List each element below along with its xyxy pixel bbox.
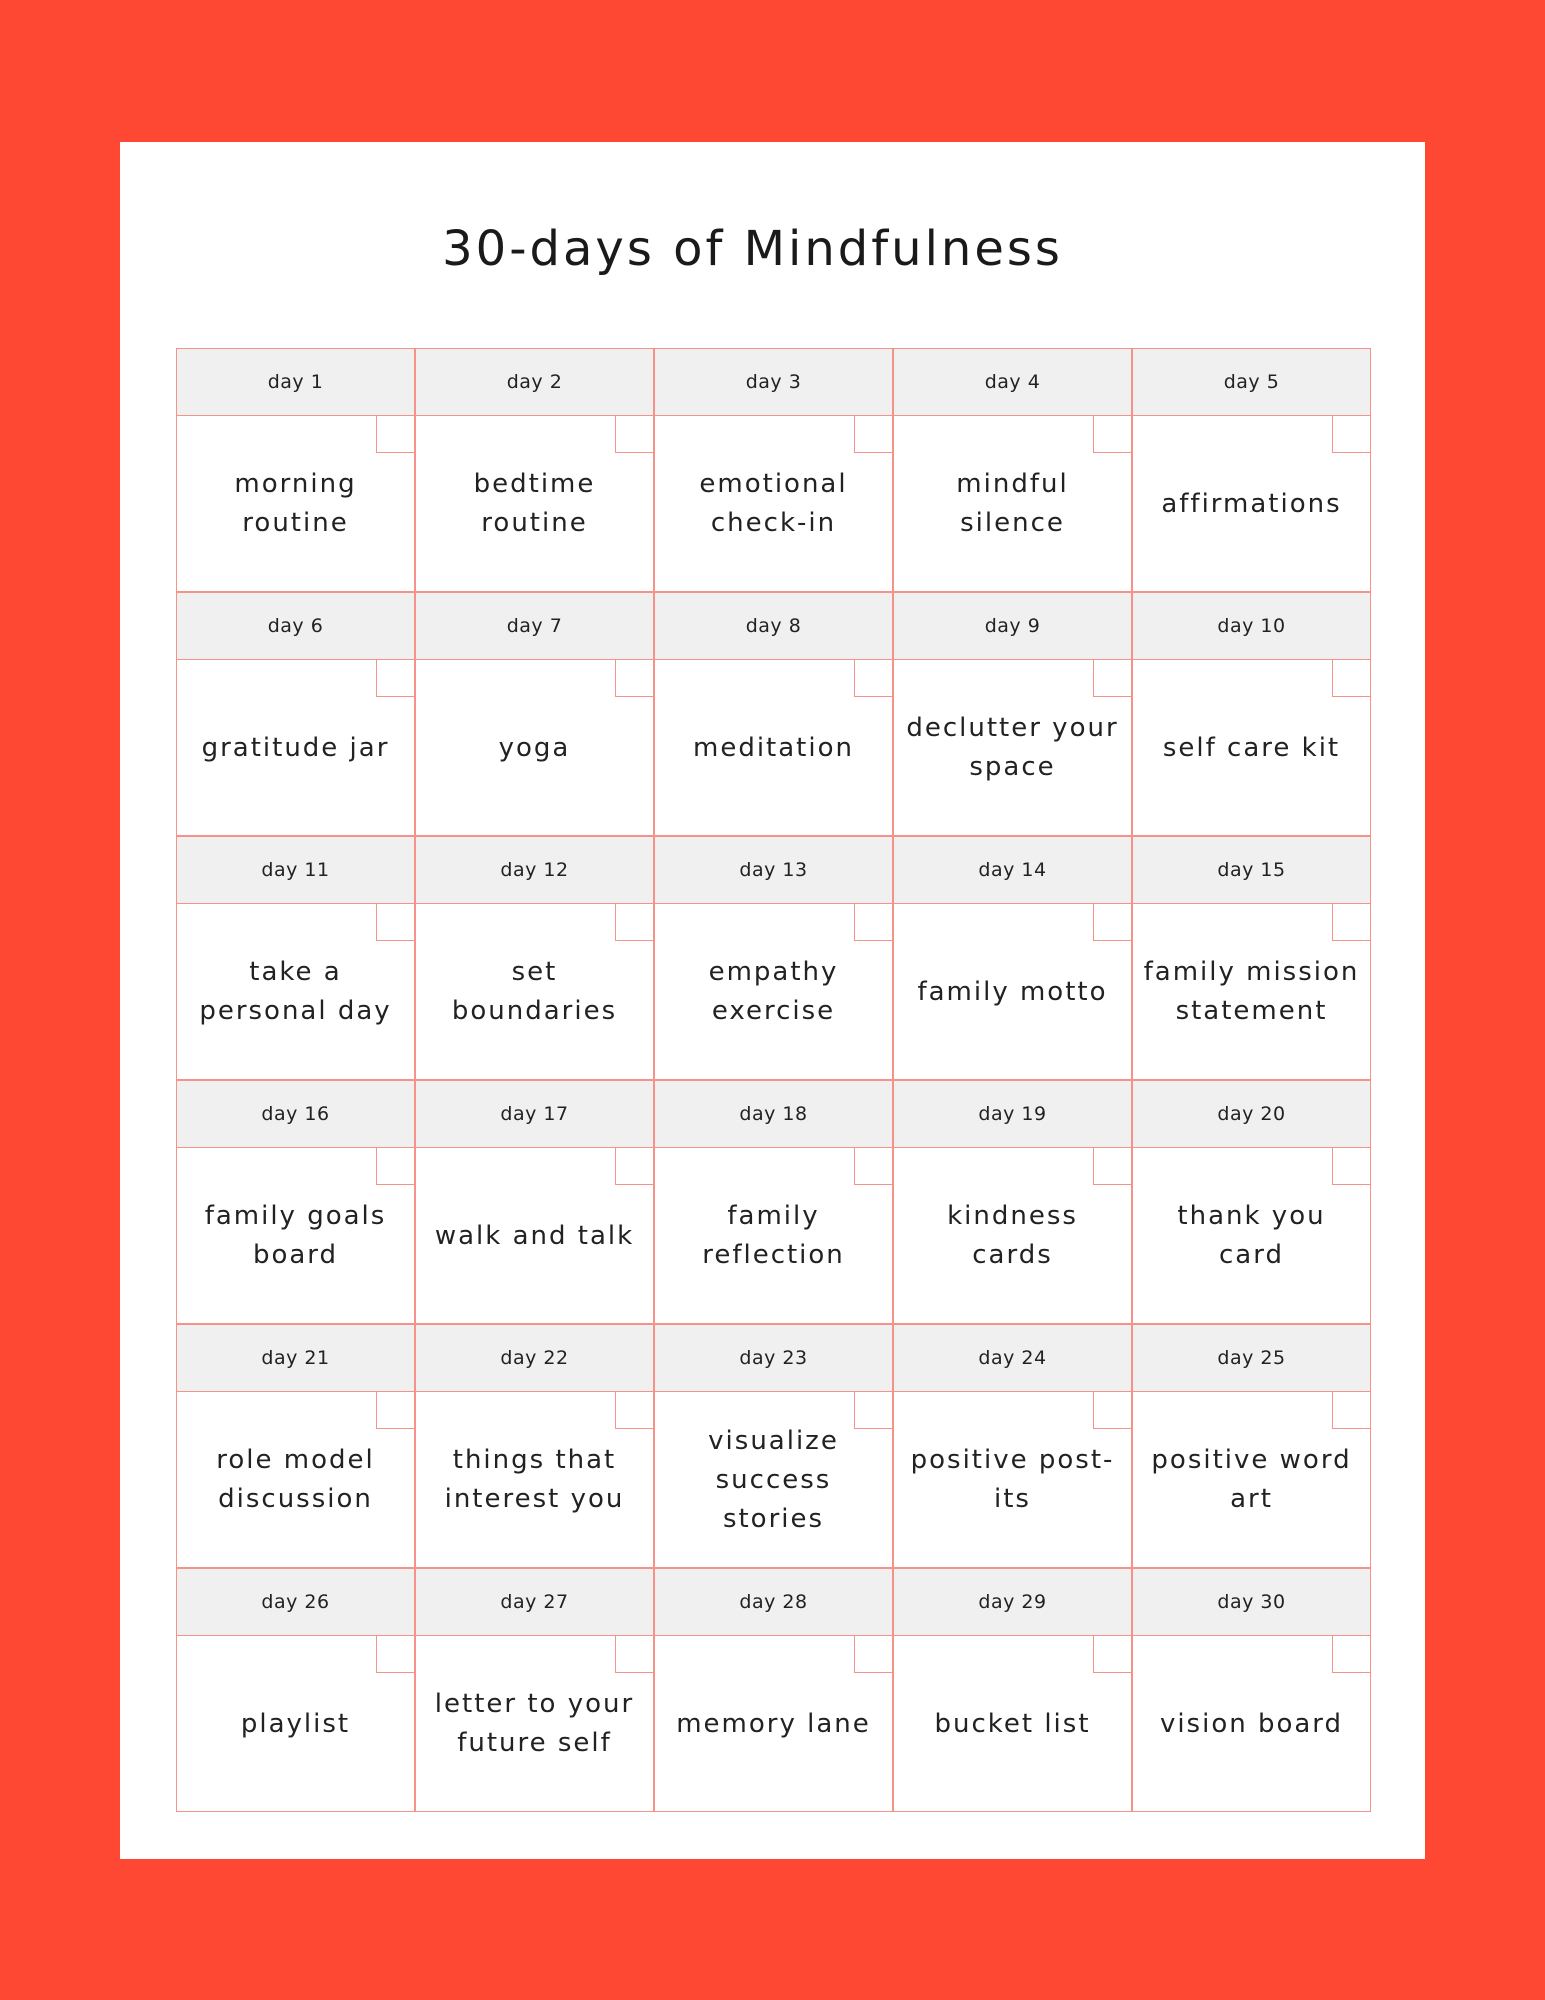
- day-cell: [654, 836, 893, 1080]
- page-title: 30-days of Mindfulness: [442, 221, 1063, 277]
- day-activity: emotional check-in: [699, 469, 848, 538]
- day-cell: [893, 348, 1132, 592]
- day-checkbox[interactable]: [615, 1636, 653, 1673]
- day-cell: [176, 1324, 415, 1568]
- day-activity: bucket list: [934, 1708, 1091, 1739]
- day-checkbox[interactable]: [376, 1392, 414, 1429]
- day-cell: [1132, 348, 1371, 592]
- day-label: day 4: [894, 349, 1131, 416]
- day-cell: [176, 836, 415, 1080]
- day-checkbox[interactable]: [1332, 416, 1370, 453]
- day-activity: take a personal day: [199, 957, 392, 1026]
- day-cell: [893, 1080, 1132, 1324]
- day-checkbox[interactable]: [1332, 660, 1370, 697]
- day-cell: [415, 836, 654, 1080]
- day-label: day 14: [894, 837, 1131, 904]
- day-activity: set boundaries: [451, 957, 618, 1026]
- day-checkbox[interactable]: [376, 1148, 414, 1185]
- grid-row: [176, 1324, 1372, 1568]
- day-checkbox[interactable]: [376, 1636, 414, 1673]
- day-label: day 16: [177, 1081, 414, 1148]
- day-activity: self care kit: [1162, 732, 1341, 763]
- day-activity: walk and talk: [434, 1220, 635, 1251]
- day-cell: [1132, 1568, 1371, 1812]
- day-cell: [1132, 1324, 1371, 1568]
- day-label: day 10: [1133, 593, 1370, 660]
- day-activity: gratitude jar: [201, 732, 390, 763]
- day-checkbox[interactable]: [1093, 416, 1131, 453]
- grid-row: [176, 592, 1372, 836]
- day-checkbox[interactable]: [1093, 904, 1131, 941]
- day-cell: [1132, 1080, 1371, 1324]
- day-activity: family goals board: [204, 1201, 387, 1270]
- day-checkbox[interactable]: [615, 416, 653, 453]
- day-activity: things that interest you: [444, 1445, 625, 1514]
- grid-row: [176, 1080, 1372, 1324]
- day-activity: memory lane: [676, 1708, 871, 1739]
- day-cell: [1132, 592, 1371, 836]
- day-cell: [176, 592, 415, 836]
- day-label: day 18: [655, 1081, 892, 1148]
- day-label: day 1: [177, 349, 414, 416]
- day-checkbox[interactable]: [376, 416, 414, 453]
- day-label: day 30: [1133, 1569, 1370, 1636]
- day-cell: [654, 348, 893, 592]
- day-label: day 22: [416, 1325, 653, 1392]
- day-label: day 3: [655, 349, 892, 416]
- day-checkbox[interactable]: [854, 904, 892, 941]
- day-checkbox[interactable]: [615, 904, 653, 941]
- day-cell: [1132, 836, 1371, 1080]
- day-cell: [176, 348, 415, 592]
- day-cell: [176, 1568, 415, 1812]
- day-label: day 24: [894, 1325, 1131, 1392]
- day-activity: declutter your space: [906, 713, 1119, 782]
- day-label: day 28: [655, 1569, 892, 1636]
- day-activity: positive word art: [1151, 1445, 1352, 1514]
- day-label: day 29: [894, 1569, 1131, 1636]
- day-cell: [654, 592, 893, 836]
- day-checkbox[interactable]: [376, 660, 414, 697]
- day-activity: meditation: [693, 732, 854, 763]
- day-activity: bedtime routine: [473, 469, 596, 538]
- day-label: day 27: [416, 1569, 653, 1636]
- day-checkbox[interactable]: [1332, 1636, 1370, 1673]
- day-label: day 20: [1133, 1081, 1370, 1148]
- day-label: day 6: [177, 593, 414, 660]
- day-cell: [415, 1080, 654, 1324]
- day-checkbox[interactable]: [854, 1636, 892, 1673]
- day-activity: kindness cards: [947, 1201, 1078, 1270]
- grid-row: [176, 1568, 1372, 1812]
- day-label: day 13: [655, 837, 892, 904]
- day-checkbox[interactable]: [1332, 1148, 1370, 1185]
- day-activity: visualize success stories: [708, 1425, 839, 1534]
- day-activity: family motto: [917, 976, 1108, 1007]
- day-cell: [415, 1568, 654, 1812]
- day-cell: [654, 1324, 893, 1568]
- day-activity: playlist: [240, 1708, 351, 1739]
- day-cell: [415, 348, 654, 592]
- grid-row: [176, 348, 1372, 592]
- day-cell: [893, 836, 1132, 1080]
- day-checkbox[interactable]: [854, 416, 892, 453]
- day-activity: family mission statement: [1143, 957, 1360, 1026]
- day-cell: [654, 1080, 893, 1324]
- day-cell: [893, 1324, 1132, 1568]
- day-label: day 8: [655, 593, 892, 660]
- day-cell: [176, 1080, 415, 1324]
- day-label: day 9: [894, 593, 1131, 660]
- day-activity: positive post-its: [910, 1445, 1115, 1514]
- day-cell: [415, 592, 654, 836]
- day-activity: affirmations: [1161, 488, 1342, 519]
- day-label: day 2: [416, 349, 653, 416]
- day-cell: [415, 1324, 654, 1568]
- day-activity: role model discussion: [216, 1445, 375, 1514]
- day-label: day 11: [177, 837, 414, 904]
- day-checkbox[interactable]: [854, 1148, 892, 1185]
- day-checkbox[interactable]: [615, 660, 653, 697]
- day-grid: [176, 348, 1372, 1809]
- day-checkbox[interactable]: [1093, 1636, 1131, 1673]
- day-label: day 12: [416, 837, 653, 904]
- day-label: day 21: [177, 1325, 414, 1392]
- day-checkbox[interactable]: [1332, 1392, 1370, 1429]
- day-label: day 19: [894, 1081, 1131, 1148]
- day-cell: [893, 592, 1132, 836]
- day-checkbox[interactable]: [854, 660, 892, 697]
- day-activity: morning routine: [234, 469, 357, 538]
- day-checkbox[interactable]: [376, 904, 414, 941]
- day-label: day 17: [416, 1081, 653, 1148]
- day-checkbox[interactable]: [1093, 660, 1131, 697]
- day-activity: thank you card: [1177, 1201, 1326, 1270]
- day-label: day 25: [1133, 1325, 1370, 1392]
- day-cell: [654, 1568, 893, 1812]
- day-activity: vision board: [1159, 1708, 1344, 1739]
- day-cell: [893, 1568, 1132, 1812]
- day-activity: empathy exercise: [708, 957, 839, 1026]
- day-label: day 23: [655, 1325, 892, 1392]
- day-label: day 5: [1133, 349, 1370, 416]
- day-label: day 7: [416, 593, 653, 660]
- day-activity: mindful silence: [956, 469, 1069, 538]
- day-label: day 26: [177, 1569, 414, 1636]
- day-label: day 15: [1133, 837, 1370, 904]
- day-checkbox[interactable]: [1093, 1392, 1131, 1429]
- day-activity: family reflection: [702, 1201, 845, 1270]
- day-checkbox[interactable]: [854, 1392, 892, 1429]
- day-checkbox[interactable]: [1093, 1148, 1131, 1185]
- day-checkbox[interactable]: [1332, 904, 1370, 941]
- day-checkbox[interactable]: [615, 1392, 653, 1429]
- day-activity: yoga: [498, 732, 571, 763]
- day-activity: letter to your future self: [434, 1689, 635, 1758]
- grid-row: [176, 836, 1372, 1080]
- day-checkbox[interactable]: [615, 1148, 653, 1185]
